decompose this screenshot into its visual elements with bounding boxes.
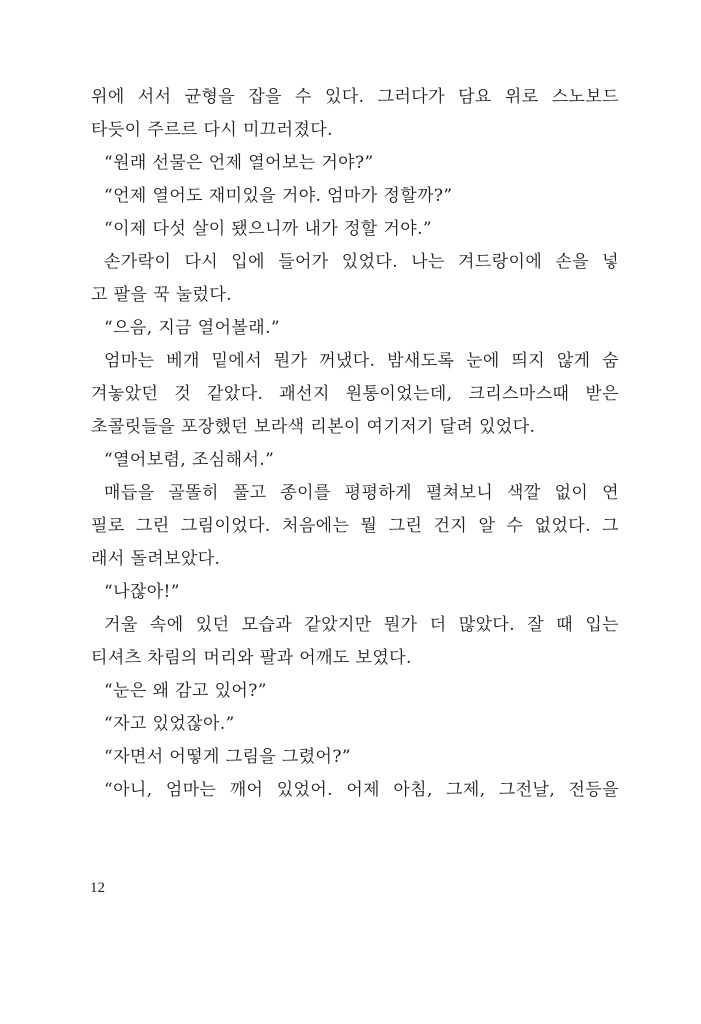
text-line: “자면서 어떻게 그림을 그렸어?” <box>104 747 351 767</box>
text-line: 엄마는 베개 밑에서 뭔가 꺼냈다. 밤새도록 눈에 띄지 않게 숨 <box>104 351 619 371</box>
text-line: 거울 속에 있던 모습과 같았지만 뭔가 더 많았다. 잘 때 입는 <box>104 615 619 635</box>
text-line: “아니, 엄마는 깨어 있었어. 어제 아침, 그제, 그전날, 전등을 <box>104 780 619 800</box>
text-line: “으음, 지금 열어볼래.” <box>104 318 280 338</box>
text-line: 필로 그린 그림이었다. 처음에는 뭘 그린 건지 알 수 없었다. 그 <box>91 516 619 536</box>
text-line: 타듯이 주르르 다시 미끄러졌다. <box>91 120 333 140</box>
text-line: 초콜릿들을 포장했던 보라색 리본이 여기저기 달려 있었다. <box>91 417 536 437</box>
page-number: 12 <box>90 880 105 896</box>
text-line: “자고 있었잖아.” <box>104 714 235 734</box>
text-line: “나잖아!” <box>104 582 180 602</box>
text-line: 손가락이 다시 입에 들어가 있었다. 나는 겨드랑이에 손을 넣 <box>104 252 619 272</box>
text-line: “원래 선물은 언제 열어보는 거야?” <box>104 153 374 173</box>
text-line: 매듭을 골똘히 풀고 종이를 평평하게 펼쳐보니 색깔 없이 연 <box>104 483 619 503</box>
body-text <box>91 81 619 807</box>
text-line: 위에 서서 균형을 잡을 수 있다. 그러다가 담요 위로 스노보드 <box>91 87 619 107</box>
text-line: “언제 열어도 재미있을 거야. 엄마가 정할까?” <box>104 186 453 206</box>
text-line: “눈은 왜 감고 있어?” <box>104 681 267 701</box>
text-line: 래서 돌려보았다. <box>91 549 221 569</box>
text-line: “이제 다섯 살이 됐으니까 내가 정할 거야.” <box>104 219 432 239</box>
text-line: “열어보렴, 조심해서.” <box>104 450 275 470</box>
text-line: 겨놓았던 것 같았다. 괘선지 원통이었는데, 크리스마스때 받은 <box>91 384 619 404</box>
text-line: 고 팔을 꾹 눌렀다. <box>91 285 232 305</box>
text-line: 티셔츠 차림의 머리와 팔과 어깨도 보였다. <box>91 648 412 668</box>
